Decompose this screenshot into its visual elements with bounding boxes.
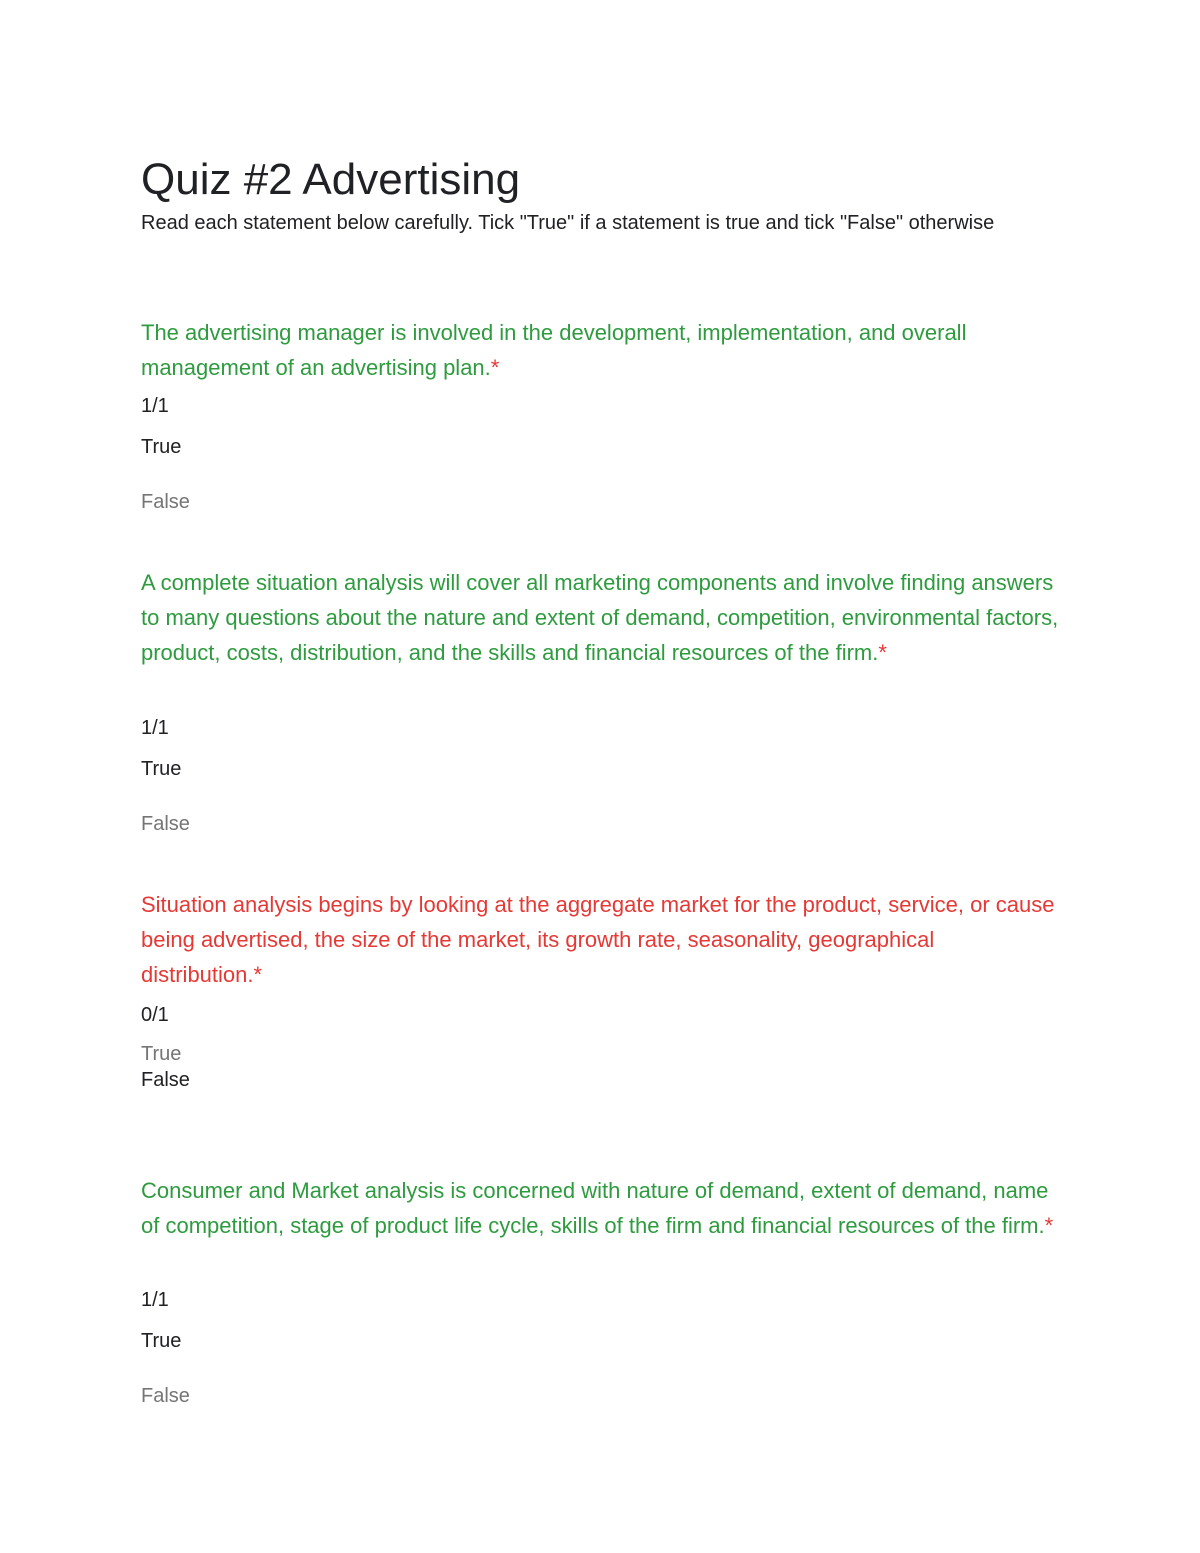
required-marker: * bbox=[253, 962, 263, 987]
question-text bbox=[141, 1173, 1061, 1243]
option-false[interactable]: False bbox=[141, 1069, 190, 1091]
question-score: 1/1 bbox=[141, 1289, 169, 1311]
question-score: 1/1 bbox=[141, 395, 169, 417]
option-false[interactable]: False bbox=[141, 1385, 190, 1407]
required-marker: * bbox=[490, 355, 500, 380]
quiz-description: Read each statement below carefully. Tick "True" if a statement is true and tick "False" otherwise bbox=[141, 212, 995, 234]
question-score: 0/1 bbox=[141, 1004, 169, 1026]
option-false[interactable]: False bbox=[141, 813, 190, 835]
quiz-title: Quiz #2 Advertising bbox=[141, 155, 521, 204]
option-true[interactable]: True bbox=[141, 436, 182, 458]
required-marker: * bbox=[1044, 1213, 1054, 1238]
question-text-body: The advertising manager is involved in the development, implementation, and overall management of an advertising plan. bbox=[141, 320, 967, 380]
question-text-body: Situation analysis begins by looking at the aggregate market for the product, service, or cause being advertised, the size of the market, its growth rate, seasonality, geographical distribution. bbox=[141, 892, 1055, 987]
option-true[interactable]: True bbox=[141, 1330, 182, 1352]
question-text bbox=[141, 565, 1061, 670]
option-true[interactable]: True bbox=[141, 1043, 182, 1065]
required-marker: * bbox=[878, 640, 887, 665]
question-text-body: Consumer and Market analysis is concerned with nature of demand, extent of demand, name of competition, stage of product life cycle, skills of the firm and financial resources of the firm. bbox=[141, 1178, 1049, 1238]
question-text bbox=[141, 315, 1061, 385]
question-text-body: A complete situation analysis will cover all marketing components and involve finding answers to many questions about the nature and extent of demand, competition, environmental factors, product, costs, distribution, and the skills and financial resources of the firm. bbox=[141, 570, 1059, 665]
option-true[interactable]: True bbox=[141, 758, 182, 780]
option-false[interactable]: False bbox=[141, 491, 190, 513]
question-score: 1/1 bbox=[141, 717, 169, 739]
question-text bbox=[141, 887, 1061, 992]
